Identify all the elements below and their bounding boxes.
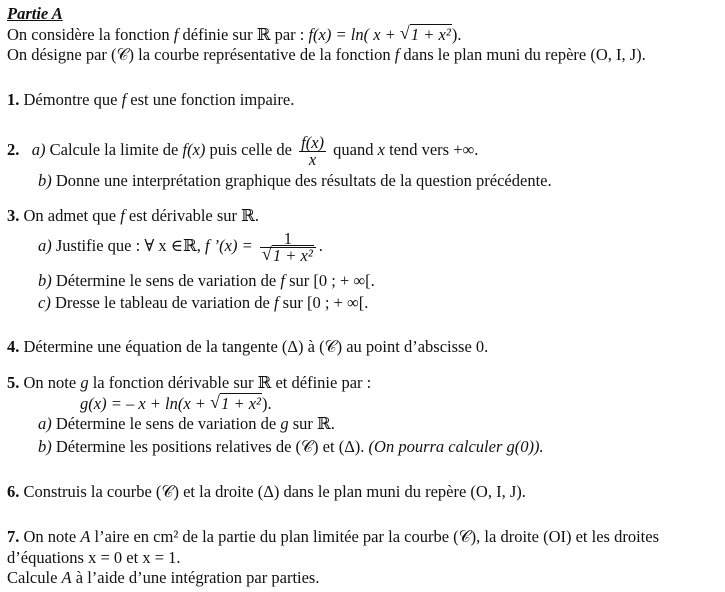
fraction <box>299 132 326 169</box>
fraction <box>260 228 316 265</box>
question-6 <box>7 482 526 502</box>
question-7-line-3 <box>7 568 319 588</box>
question-text: sur [0 ; + ∞[. <box>282 293 369 312</box>
derivative: f ’(x) = <box>204 236 253 255</box>
area-symbol: A <box>61 568 72 587</box>
intro-text: définie sur ℝ par : <box>182 25 305 44</box>
radicand: 1 + x² <box>272 245 313 265</box>
question-text: Détermine le sens de variation de <box>55 271 277 290</box>
question-number: 4. <box>7 337 20 356</box>
question-7 <box>7 527 659 547</box>
question-text: est une fonction impaire. <box>130 90 295 109</box>
question-text: Donne une interprétation graphique des résultats de la question précédente. <box>55 171 552 190</box>
question-text: Dresse le tableau de variation de <box>54 293 270 312</box>
question-text: On admet que <box>23 206 117 225</box>
question-text: Calcule <box>7 568 58 587</box>
question-7-line-2 <box>7 548 181 568</box>
sqrt-expression: √ 1 + x² <box>399 23 451 44</box>
question-text: sur [0 ; + ∞[. <box>289 271 375 290</box>
sqrt-expression: √ 1 + x² <box>210 392 261 413</box>
question-text: On note <box>23 527 77 546</box>
question-3c <box>38 293 368 313</box>
question-5-formula <box>80 394 272 414</box>
variable: x <box>377 140 385 159</box>
question-3b <box>38 271 375 291</box>
subquestion-label: a) <box>31 140 46 159</box>
function-symbol: f <box>121 90 127 109</box>
question-4 <box>7 337 488 357</box>
question-text: la fonction dérivable sur ℝ et définie par : <box>92 373 372 392</box>
question-2a <box>7 132 478 168</box>
question-1 <box>7 90 294 110</box>
question-text: ). <box>261 394 272 413</box>
area-symbol: A <box>80 527 91 546</box>
question-number: 7. <box>7 527 20 546</box>
hint-text: (On pourra calculer g(0)). <box>368 437 544 456</box>
question-text: sur ℝ. <box>292 414 335 433</box>
subquestion-label: a) <box>38 414 52 433</box>
question-5 <box>7 373 371 393</box>
question-number: 5. <box>7 373 20 392</box>
question-text: Démontre que <box>23 90 118 109</box>
question-text: est dérivable sur ℝ. <box>128 206 259 225</box>
question-5a <box>38 414 335 434</box>
radicand: 1 + x² <box>221 394 261 413</box>
function-symbol: f <box>280 271 285 290</box>
math-expression: f(x) <box>182 140 206 159</box>
function-symbol: g <box>280 414 289 433</box>
question-text: On note <box>23 373 77 392</box>
radicand: 1 + x² <box>410 25 451 44</box>
function-symbol: g <box>80 373 89 392</box>
function-symbol: f <box>273 293 279 312</box>
question-text: quand <box>333 140 374 159</box>
subquestion-label: b) <box>38 171 52 190</box>
question-text: . <box>318 236 323 255</box>
question-text: Détermine le sens de variation de <box>55 414 277 433</box>
question-text: Calcule la limite de <box>49 140 179 159</box>
intro-text: dans le plan muni du repère (O, I, J). <box>403 45 646 64</box>
function-symbol: f <box>394 45 400 64</box>
function-definition: f(x) = ln( x + <box>308 25 400 44</box>
fraction-denominator: x <box>308 149 317 169</box>
intro-line-1 <box>7 25 461 45</box>
question-text: l’aire en cm² de la partie du plan limitée par la courbe (𝒞), la droite (OI) et les droites <box>94 527 659 546</box>
question-text: Détermine une équation de la tangente (Δ) à (𝒞) au point d’abscisse 0. <box>23 337 489 356</box>
question-text: Justifie que : ∀ x ∈ℝ, <box>55 236 201 255</box>
intro-text: ). <box>451 25 462 44</box>
function-definition: g(x) = – x + ln(x + <box>80 394 211 413</box>
subquestion-label: b) <box>38 437 52 456</box>
function-symbol: f <box>120 206 125 225</box>
fraction-numerator: f(x) <box>301 132 325 152</box>
subquestion-label: c) <box>38 293 51 312</box>
question-number: 3. <box>7 206 20 225</box>
intro-text: On considère la fonction <box>7 25 170 44</box>
question-text: à l’aide d’une intégration par parties. <box>75 568 320 587</box>
question-text: puis celle de <box>209 140 292 159</box>
subquestion-label: a) <box>38 236 52 255</box>
intro-line-2 <box>7 45 646 65</box>
question-text: tend vers +∞. <box>389 140 479 159</box>
question-5b <box>38 437 544 457</box>
question-text: Détermine les positions relatives de (𝒞) et (Δ). <box>55 437 365 456</box>
question-number: 1. <box>7 90 20 109</box>
function-symbol: f <box>173 25 179 44</box>
subquestion-label: b) <box>38 271 52 290</box>
question-3 <box>7 206 259 226</box>
section-title: Partie A <box>7 4 63 23</box>
question-number: 2. <box>7 140 20 159</box>
question-text: d’équations x = 0 et x = 1. <box>7 548 181 567</box>
fraction-numerator: 1 <box>260 231 316 248</box>
question-3a <box>38 226 323 266</box>
question-number: 6. <box>7 482 20 501</box>
question-2b <box>38 171 552 191</box>
intro-text: On désigne par (𝒞) la courbe représentative de la fonction <box>7 45 391 64</box>
question-text: Construis la courbe (𝒞) et la droite (Δ) dans le plan muni du repère (O, I, J). <box>23 482 526 501</box>
fraction-denominator: √ 1 + x² <box>261 243 313 265</box>
